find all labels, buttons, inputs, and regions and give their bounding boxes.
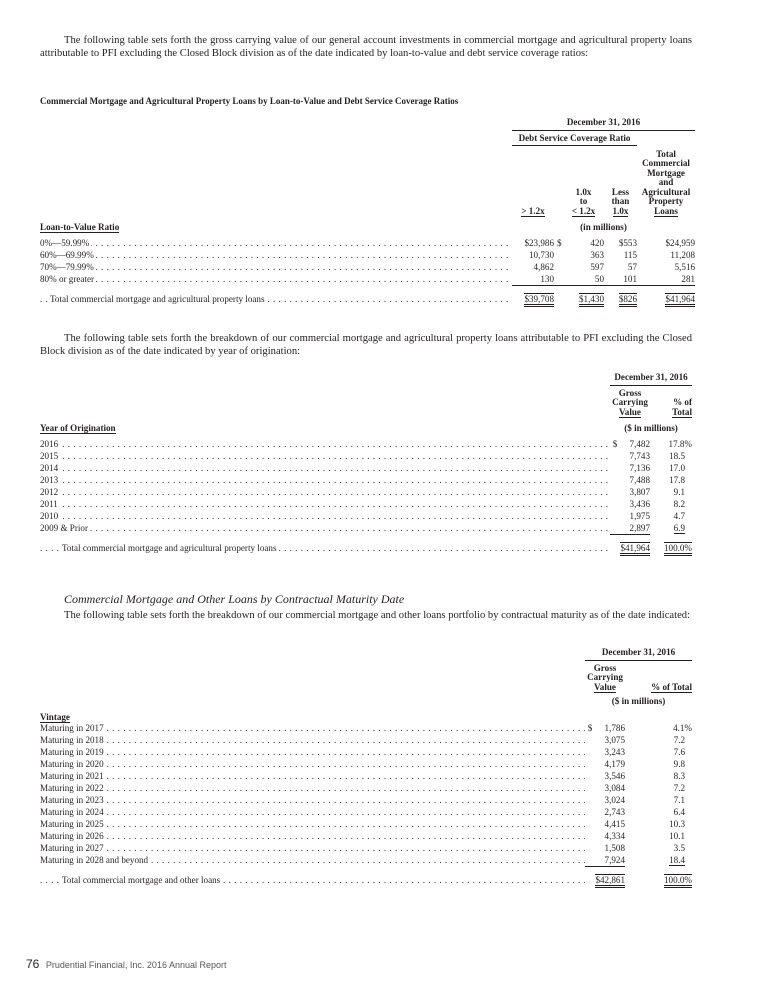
total-dscr-lt-1: $826 [619,293,637,307]
cell-gross-value: 2,743 [604,807,625,817]
col-gross-a: Gross [618,387,642,398]
cell-dscr-1-0: 363 [590,250,604,260]
cell-total: 11,208 [670,250,696,260]
table-total-row [40,541,692,555]
table-row [40,854,692,867]
col-total-b: Commercial [642,158,690,168]
cell-currency [554,261,563,273]
row-label: 80% or greater [40,274,95,285]
col-total-e: Agricultural [641,186,691,197]
total-gross-value: $42,861 [595,874,625,888]
cell-pct-total: 10.3 [669,819,686,829]
row-label: 70%—79.99% [40,262,94,272]
cell-currency: $ [587,723,593,733]
page-number: 76 [26,957,40,971]
cell-dscr-lt-1: 57 [627,262,637,272]
row-label: 2016 [40,439,59,449]
row-label: 2009 & Prior [40,523,88,534]
table-row [40,510,692,522]
row-label: Maturing in 2028 and beyond [40,855,149,866]
row-label: 2015 [40,451,59,461]
table-row [40,842,692,854]
cell-pct-total: 10.1 [669,831,686,841]
cell-gross-value: 4,179 [604,759,625,769]
cell-currency [585,854,595,867]
cell-pct-total: 7.2 [673,735,686,745]
row-label: Maturing in 2020 [40,759,104,769]
cell-currency [610,486,620,498]
col-pct-b: Total [672,406,693,417]
cell-dscr-lt-1: 115 [623,250,637,260]
cell-gross-value: 3,546 [604,771,625,781]
cell-currency [585,782,595,794]
cell-pct-total: 7.6 [673,747,686,757]
row-label: 2014 [40,463,59,473]
cell-currency [610,522,620,535]
table-row [40,830,692,842]
cell-currency [585,734,595,746]
col-gross-b: Carrying [587,672,623,682]
cell-gross-value: 4,415 [604,819,625,829]
cell-pct-total: 17.8% [668,439,693,449]
row-label: Maturing in 2019 [40,747,104,757]
table-row [40,261,695,273]
total-pct: 100.0% [664,874,692,888]
table2-units: ($ in millions) [624,422,678,433]
table3-row-header: Vintage [40,712,70,722]
row-label: Maturing in 2021 [40,771,104,781]
total-dscr-gt-1-2: $39,708 [524,293,554,307]
total-label: Total commercial mortgage and other loans [62,875,221,885]
cell-currency [585,746,595,758]
cell-gross-value: 4,334 [604,831,625,841]
total-pct: 100.0% [664,542,692,556]
cell-dscr-gt-1-2: $23,986 [524,238,554,248]
row-label: Maturing in 2018 [40,735,104,745]
cell-currency [585,842,595,854]
row-label: 2013 [40,475,59,485]
row-label: 0%—59.99% [40,238,90,248]
table-row [40,758,692,770]
cell-currency [585,758,595,770]
cell-gross-value: 7,743 [629,451,650,461]
section-title: Commercial Mortgage and Other Loans by Contractual Maturity Date [64,592,405,606]
cell-pct-total: 4.1% [673,723,693,733]
cell-gross-value: 2,897 [620,522,650,535]
table1-units: (in millions) [580,221,627,232]
cell-gross-value: 1,508 [604,843,625,853]
page-footer [26,957,227,971]
cell-currency [554,273,563,286]
table-row [40,818,692,830]
table-row [40,770,692,782]
cell-currency [554,249,563,261]
table-total-row [40,292,695,306]
cell-total: $24,959 [665,238,696,248]
table-row [40,782,692,794]
table-total-row [40,873,692,887]
cell-dscr-gt-1-2: 10,730 [528,250,554,260]
cell-gross-value: 7,136 [629,463,650,473]
table3-units: ($ in millions) [611,695,666,706]
total-total: $41,964 [665,293,695,307]
total-gross-value: $41,964 [620,542,650,556]
cell-total: 281 [637,273,695,286]
cell-currency [610,450,620,462]
table-row [40,273,695,286]
col-dscr-1-0-b: to [579,196,588,206]
maturity-table [40,648,692,887]
col-total-d: and [658,177,674,187]
table1-date: December 31, 2016 [512,118,695,130]
col-dscr-1-0-c: < 1.2x [571,205,596,216]
col-dscr-1-0-a: 1.0x [575,186,592,197]
cell-gross-value: 3,243 [604,747,625,757]
cell-currency: $ [612,439,618,449]
table-row [40,498,692,510]
year-origination-table [40,373,692,555]
col-pct-a: % of [673,397,693,407]
col-total-g: Loans [654,205,678,216]
col-dscr-lt-1-c: 1.0x [612,205,629,216]
table-row [40,522,692,535]
table2-date: December 31, 2016 [610,373,692,385]
row-label: 2012 [40,487,59,497]
cell-dscr-gt-1-2: 4,862 [533,262,554,272]
table1-group-header: Debt Service Coverage Ratio [512,130,637,146]
cell-dscr-lt-1: 101 [604,273,637,286]
cell-pct-total: 17.8 [669,475,686,485]
col-gross-c: Value [594,681,616,692]
cell-pct-total: 9.8 [673,759,686,769]
cell-pct-total: 4.7 [673,511,686,521]
cell-currency: $ [557,238,562,248]
cell-gross-value: 7,924 [595,854,625,867]
col-dscr-lt-1-b: than [611,196,630,206]
table-row [40,474,692,486]
cell-pct-total: 3.5 [673,843,686,853]
table-row [40,486,692,498]
cell-gross-value: 3,084 [604,783,625,793]
row-label: Maturing in 2025 [40,819,104,829]
cell-pct-total: 8.3 [673,771,686,781]
cell-pct-total: 6.4 [673,807,686,817]
row-label: 60%—69.99% [40,250,94,260]
total-label: Total commercial mortgage and agricultural property loans [50,294,265,304]
cell-currency [585,794,595,806]
row-label: Maturing in 2026 [40,831,104,841]
cell-pct-total: 7.1 [673,795,686,805]
table-row [40,734,692,746]
cell-gross-value: 3,807 [629,487,650,497]
cell-pct-total: 18.4 [669,855,686,866]
table1-row-header: Loan-to-Value Ratio [40,222,120,232]
intro-paragraph-2: The following table sets forth the breakdown of our commercial mortgage and agricultural property loans attributable to PFI excluding the Closed Block division as of the date indicated by year of origination: [40,333,692,357]
cell-dscr-gt-1-2: 130 [512,273,554,286]
col-total-a: Total [656,148,676,159]
cell-currency [610,498,620,510]
table-row [40,249,695,261]
cell-gross-value: 1,786 [604,723,625,733]
table2-row-header: Year of Origination [40,423,116,433]
total-label: Total commercial mortgage and agricultural property loans [62,543,277,553]
col-gross-b: Carrying [612,397,648,407]
cell-pct-total: 9.1 [673,487,686,497]
col-pct-total: % of Total [651,681,693,692]
cell-pct-total: 6.9 [673,523,686,534]
col-total-c: Mortgage [647,167,685,178]
cell-pct-total: 7.2 [673,783,686,793]
footer-text: Prudential Financial, Inc. 2016 Annual Report [45,960,227,970]
cell-dscr-1-0: 420 [590,238,604,248]
total-dscr-1-0: $1,430 [579,293,604,307]
cell-gross-value: 1,975 [629,511,650,521]
row-label: Maturing in 2023 [40,795,104,805]
table-row [40,794,692,806]
cell-dscr-lt-1: $553 [618,238,637,248]
table1-caption: Commercial Mortgage and Agricultural Property Loans by Loan-to-Value and Debt Service Coverage Ratios [40,96,459,106]
cell-currency [610,510,620,522]
row-label: Maturing in 2017 [40,723,104,733]
row-label: 2011 [40,499,58,509]
col-gross-c: Value [619,406,641,417]
cell-currency [610,474,620,486]
table-row [40,806,692,818]
row-label: 2010 [40,511,59,521]
cell-total: 5,516 [674,262,696,272]
table3-date: December 31, 2016 [585,648,692,660]
cell-gross-value: 3,075 [604,735,625,745]
table-row [40,450,692,462]
ltv-dscr-table [40,118,695,306]
table-row [40,722,692,734]
cell-pct-total: 8.2 [673,499,686,509]
col-gross-a: Gross [593,662,617,673]
cell-gross-value: 7,488 [629,475,650,485]
row-label: Maturing in 2024 [40,807,104,817]
cell-dscr-1-0: 597 [590,262,604,272]
cell-pct-total: 17.0 [669,463,686,473]
cell-dscr-1-0: 50 [563,273,604,286]
row-label: Maturing in 2027 [40,843,104,853]
col-total-f: Property [648,196,684,206]
table-row [40,746,692,758]
cell-currency [585,830,595,842]
cell-currency [610,462,620,474]
cell-currency [585,806,595,818]
table-row [40,237,695,249]
table-row [40,462,692,474]
cell-gross-value: 3,024 [604,795,625,805]
table-row [40,438,692,450]
col-dscr-lt-1-a: Less [611,186,630,197]
intro-paragraph-1: The following table sets forth the gross carrying value of our general account investments in commercial mortgage and agricultural property loans attributable to PFI excluding the Closed Block division as of the date indicated by loan-to-value and debt service coverage ratios: [40,35,692,59]
cell-currency [585,770,595,782]
cell-currency [585,818,595,830]
cell-gross-value: 3,436 [629,499,650,509]
row-label: Maturing in 2022 [40,783,104,793]
cell-pct-total: 18.5 [669,451,686,461]
intro-paragraph-3: The following table sets forth the breakdown of our commercial mortgage and other loans portfolio by contractual maturity as of the date indicated: [64,610,691,621]
cell-gross-value: 7,482 [629,439,650,449]
col-dscr-gt-1-2: > 1.2x [521,205,545,216]
